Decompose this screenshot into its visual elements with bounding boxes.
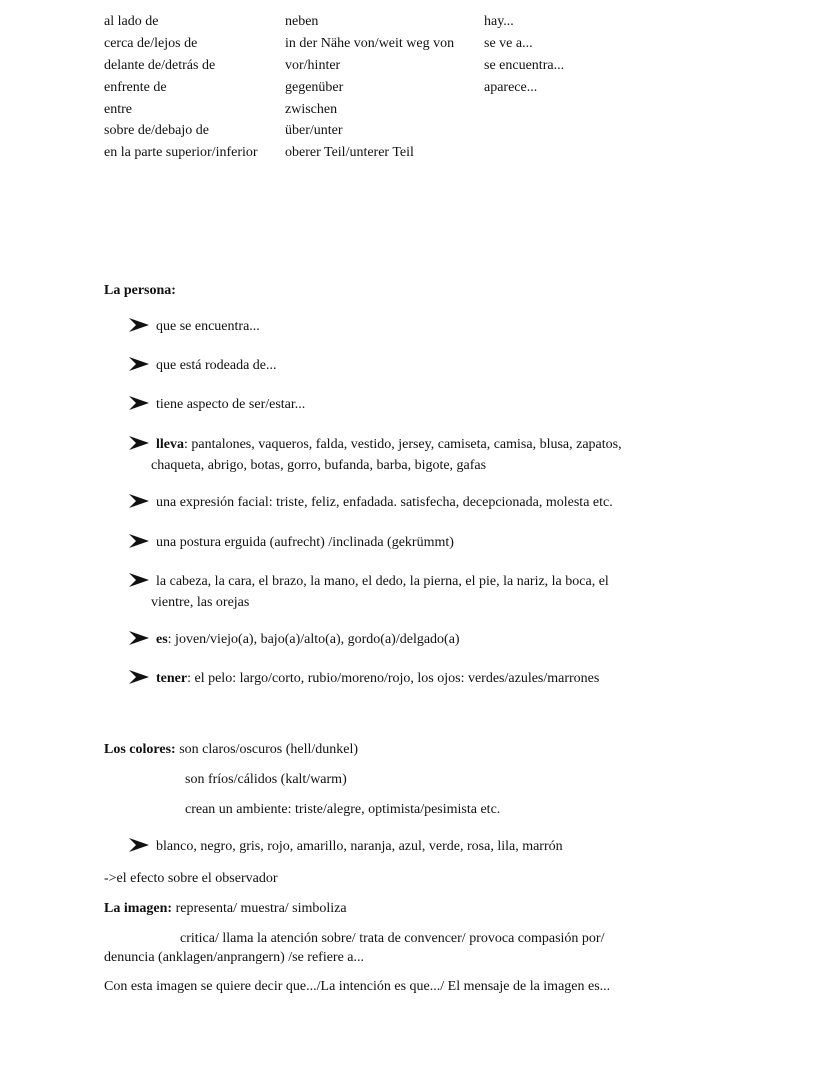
vocab-es: enfrente de xyxy=(104,80,167,95)
vocab-de: über/unter xyxy=(285,123,343,138)
imagen-line3: denuncia (anklagen/anprangern) /se refiere a... xyxy=(104,950,365,965)
vocab-es: sobre de/debajo de xyxy=(104,123,209,138)
arrowhead-bullet-icon xyxy=(128,395,150,411)
arrowhead-bullet-icon xyxy=(128,669,150,685)
vocab-de: zwischen xyxy=(285,102,338,117)
arrowhead-bullet-icon xyxy=(128,317,150,333)
arrowhead-bullet-icon xyxy=(128,630,150,646)
efecto-line: ->el efecto sobre el observador xyxy=(104,871,278,886)
bullet-keyword: lleva xyxy=(156,437,184,452)
imagen-heading: La imagen: xyxy=(104,901,173,916)
colores-text: son claros/oscuros (hell/dunkel) xyxy=(179,742,359,757)
bullet-keyword: es xyxy=(156,632,168,647)
conclusion-line: Con esta imagen se quiere decir que.../La intención es que.../ El mensaje de la imagen es... xyxy=(104,979,611,994)
arrowhead-bullet-icon xyxy=(128,572,150,588)
bullet-text: que está rodeada de... xyxy=(156,358,277,373)
vocab-de: gegenüber xyxy=(285,80,344,95)
colores-line3: crean un ambiente: triste/alegre, optimista/pesimista etc. xyxy=(185,802,501,817)
bullet-text xyxy=(156,631,460,649)
vocab-de: oberer Teil/unterer Teil xyxy=(285,145,414,160)
arrowhead-bullet-icon xyxy=(128,533,150,549)
arrowhead-bullet-icon xyxy=(128,435,150,451)
bullet-text: que se encuentra... xyxy=(156,319,260,334)
bullet-text: la cabeza, la cara, el brazo, la mano, el dedo, la pierna, el pie, la nariz, la boca, el xyxy=(156,574,609,589)
vocab-de: vor/hinter xyxy=(285,58,341,73)
vocab-de: in der Nähe von/weit weg von xyxy=(285,36,455,51)
bullet-rest: : joven/viejo(a), bajo(a)/alto(a), gordo(a)/delgado(a) xyxy=(167,632,460,647)
vocab-es: delante de/detrás de xyxy=(104,58,216,73)
bullet-text: tiene aspecto de ser/estar... xyxy=(156,397,306,412)
bullet-text: una postura erguida (aufrecht) /inclinada (gekrümmt) xyxy=(156,535,454,550)
colores-line2: son fríos/cálidos (kalt/warm) xyxy=(185,772,347,787)
colores-line1 xyxy=(104,741,358,759)
bullet-text: una expresión facial: triste, feliz, enfadada. satisfecha, decepcionada, molesta etc. xyxy=(156,495,613,510)
vocab-es: cerca de/lejos de xyxy=(104,36,198,51)
bullet-text-line2: chaqueta, abrigo, botas, gorro, bufanda, barba, bigote, gafas xyxy=(151,458,487,473)
vocab-phrase: se encuentra... xyxy=(484,58,565,73)
persona-heading: La persona: xyxy=(104,283,176,298)
vocab-phrase: se ve a... xyxy=(484,36,533,51)
vocab-phrase: hay... xyxy=(484,14,514,29)
vocab-es: al lado de xyxy=(104,14,159,29)
bullet-text xyxy=(156,436,622,454)
bullet-keyword: tener xyxy=(156,671,188,686)
vocab-es: entre xyxy=(104,102,132,117)
arrowhead-bullet-icon xyxy=(128,837,150,853)
bullet-rest: : pantalones, vaqueros, falda, vestido, jersey, camiseta, camisa, blusa, zapatos, xyxy=(184,437,622,452)
vocab-es: en la parte superior/inferior xyxy=(104,145,258,160)
arrowhead-bullet-icon xyxy=(128,493,150,509)
colores-heading: Los colores: xyxy=(104,742,176,757)
bullet-text-line2: vientre, las orejas xyxy=(151,595,250,610)
imagen-line1 xyxy=(104,900,347,918)
bullet-text: blanco, negro, gris, rojo, amarillo, naranja, azul, verde, rosa, lila, marrón xyxy=(156,839,563,854)
arrowhead-bullet-icon xyxy=(128,356,150,372)
imagen-line2: critica/ llama la atención sobre/ trata de convencer/ provoca compasión por/ xyxy=(180,931,605,946)
vocab-de: neben xyxy=(285,14,319,29)
bullet-rest: : el pelo: largo/corto, rubio/moreno/rojo, los ojos: verdes/azules/marrones xyxy=(187,671,600,686)
bullet-text xyxy=(156,670,599,688)
vocab-phrase: aparece... xyxy=(484,80,538,95)
imagen-text: representa/ muestra/ simboliza xyxy=(175,901,347,916)
